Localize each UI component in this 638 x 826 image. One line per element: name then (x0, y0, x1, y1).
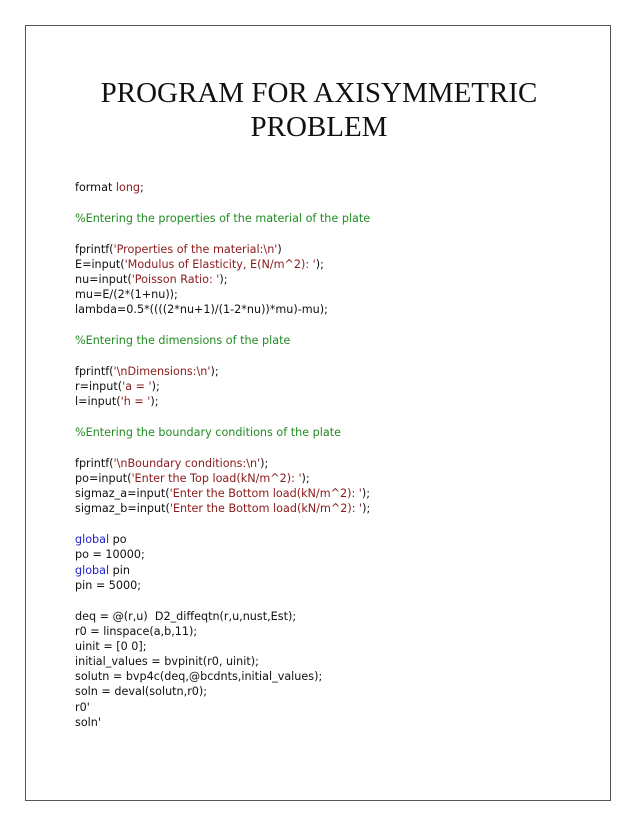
code-comment-boundary: %Entering the boundary conditions of the plate (75, 426, 341, 440)
code-text: fprintf( (75, 242, 114, 256)
code-line-deq: deq = @(r,u) D2_diffeqtn(r,u,nust,Est); (75, 609, 297, 623)
code-line-sigmaz-a (75, 486, 595, 501)
code-string: 'Enter the Bottom load(kN/m^2): ' (169, 502, 363, 516)
code-text: po (109, 533, 127, 547)
code-line-r0: r0 = linspace(a,b,11); (75, 624, 198, 638)
code-line-format (75, 180, 595, 195)
code-line-r0-transpose: r0' (75, 700, 90, 714)
title-line-1: PROGRAM FOR AXISYMMETRIC (100, 77, 538, 109)
code-line-soln: soln = deval(solutn,r0); (75, 685, 208, 699)
code-string: 'a = ' (122, 380, 152, 394)
code-text: ); (315, 257, 324, 271)
code-text: nu=input( (75, 272, 132, 286)
title-line-2: PROBLEM (250, 111, 388, 143)
code-text: r=input( (75, 380, 123, 394)
code-line-fprintf-properties (75, 242, 595, 257)
code-comment-dimensions: %Entering the dimensions of the plate (75, 334, 291, 348)
code-text: fprintf( (75, 456, 114, 470)
code-line-lambda: lambda=0.5*((((2*nu+1)/(1-2*nu))*mu)-mu); (75, 303, 328, 317)
page-title (60, 76, 578, 144)
code-line-E (75, 257, 595, 272)
code-text: pin (109, 563, 130, 577)
code-text: ; (140, 181, 144, 194)
code-text: l=input( (75, 395, 121, 409)
code-string: 'Modulus of Elasticity, E(N/m^2): ' (124, 257, 316, 271)
code-line-fprintf-dimensions (75, 364, 595, 379)
code-text: ) (277, 242, 282, 256)
code-line-uinit: uinit = [0 0]; (75, 639, 147, 653)
code-line-mu: mu=E/(2*(1+nu)); (75, 288, 178, 302)
code-text: sigmaz_b=input( (75, 502, 170, 516)
code-line-l (75, 394, 595, 409)
code-line-pin-assign: pin = 5000; (75, 578, 142, 592)
code-line-nu (75, 272, 595, 287)
code-text: ); (361, 487, 370, 501)
code-line-initial-values: initial_values = bvpinit(r0, uinit); (75, 655, 259, 669)
code-line-global-po (75, 532, 595, 547)
code-string: 'h = ' (120, 395, 151, 409)
code-line-soln-transpose: soln' (75, 715, 101, 729)
code-text: fprintf( (75, 364, 114, 378)
code-string: 'Properties of the material:\n' (113, 242, 278, 256)
code-text: sigmaz_a=input( (75, 487, 170, 501)
code-text: ); (260, 456, 269, 470)
code-string: '\nBoundary conditions:\n' (113, 456, 261, 470)
code-text: ); (151, 380, 160, 394)
code-line-r (75, 379, 595, 394)
code-text: po=input( (75, 472, 132, 485)
code-text: ); (150, 395, 159, 409)
code-text: format (75, 181, 116, 194)
code-line-fprintf-boundary (75, 456, 595, 471)
code-string: long (115, 181, 141, 194)
code-text: ); (210, 364, 219, 378)
code-keyword: global (75, 533, 110, 547)
code-line-po-input (75, 471, 595, 486)
code-listing (75, 180, 595, 730)
code-string: 'Enter the Top load(kN/m^2): ' (131, 472, 302, 485)
code-string: '\nDimensions:\n' (113, 364, 211, 378)
code-text: ); (219, 272, 228, 286)
code-string: 'Poisson Ratio: ' (131, 272, 220, 286)
code-string: 'Enter the Bottom load(kN/m^2): ' (169, 487, 362, 501)
code-keyword: global (75, 563, 110, 577)
code-text: ); (301, 472, 310, 485)
code-line-solutn: solutn = bvp4c(deq,@bcdnts,initial_values); (75, 670, 323, 684)
code-line-sigmaz-b (75, 501, 595, 516)
code-line-po-assign: po = 10000; (75, 548, 145, 562)
code-text: ); (362, 502, 371, 516)
code-text: E=input( (75, 257, 125, 271)
code-comment-properties: %Entering the properties of the material of the plate (75, 211, 371, 225)
code-line-global-pin (75, 563, 595, 578)
